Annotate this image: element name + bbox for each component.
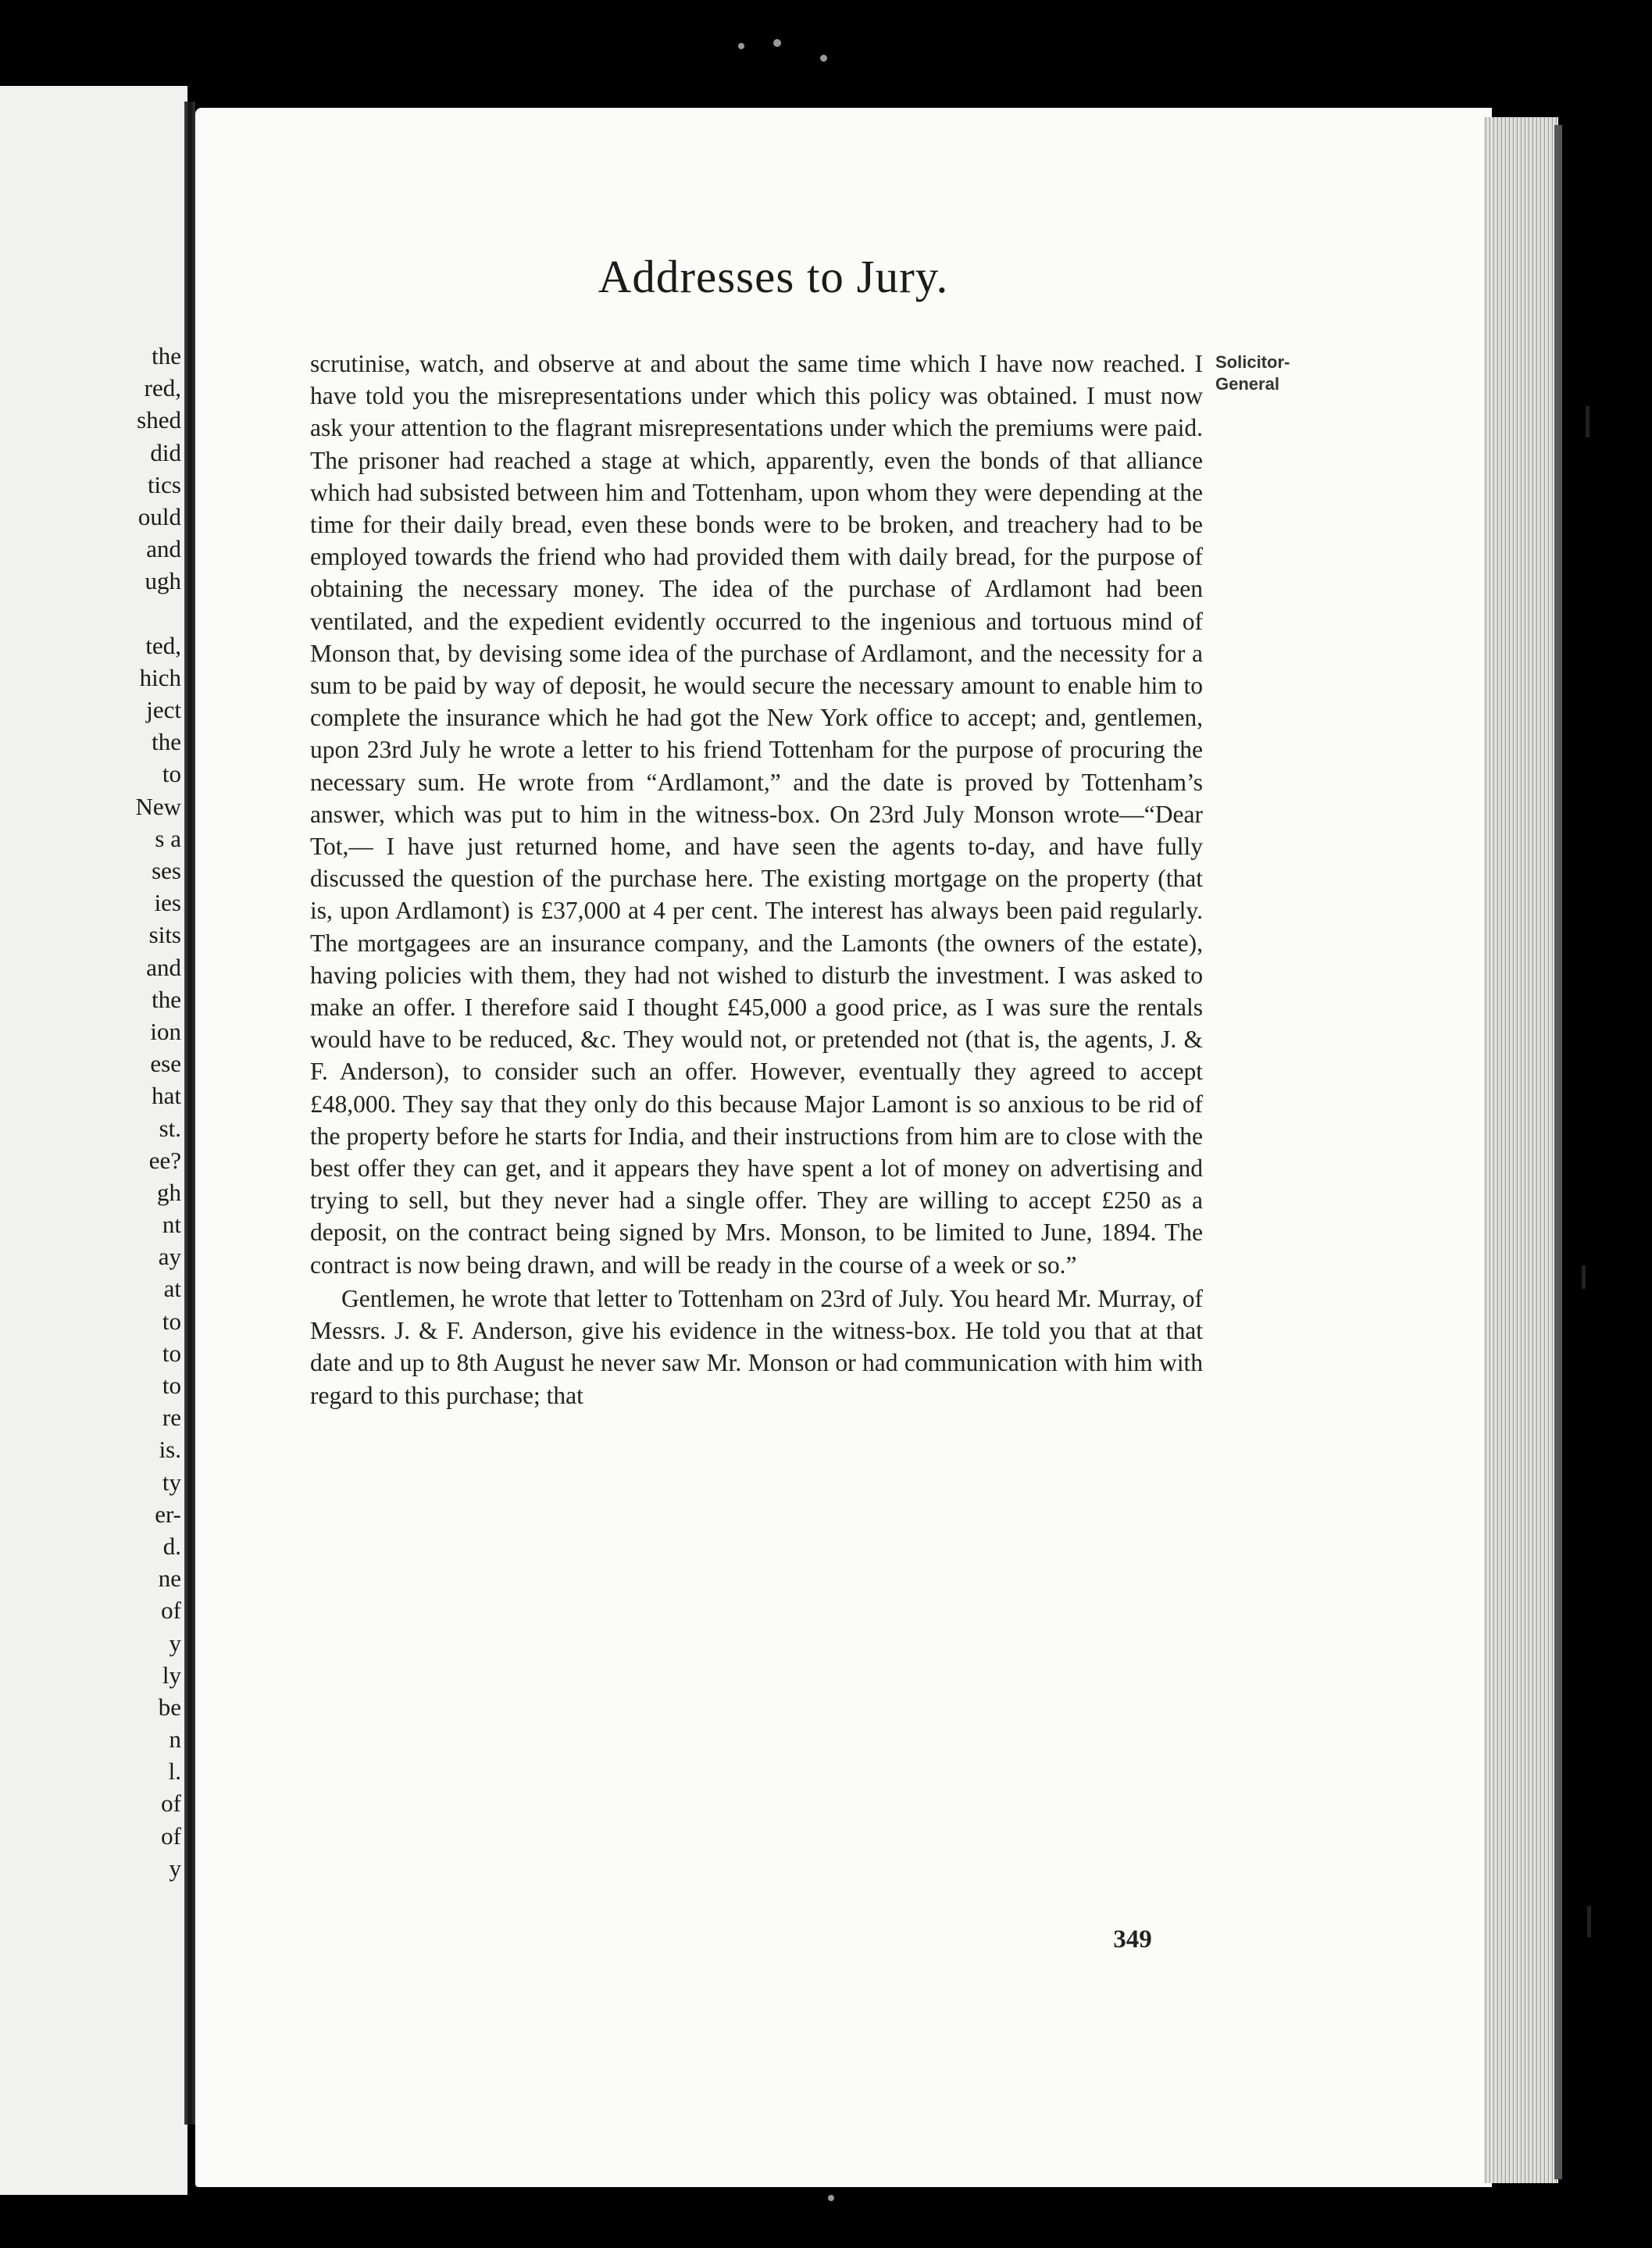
paragraph: Gentlemen, he wrote that letter to Tottenham on 23rd of July. You heard Mr. Murray, of Messrs. J. & F. Anderson, give his evidence in the witness-box. He told you that at that date and up to 8th August he never saw Mr. Monson or had communication with him with regard to this purchase; that xyxy=(310,1284,1203,1409)
facing-page-fragment: s a xyxy=(155,824,181,852)
facing-page-fragment: ay xyxy=(158,1243,181,1271)
facing-page-fragment: at xyxy=(163,1275,181,1303)
book-gutter xyxy=(184,102,195,2125)
facing-page-fragment: be xyxy=(158,1693,181,1721)
facing-page-fragment: red, xyxy=(144,374,181,402)
page-edges xyxy=(1484,117,1558,2183)
facing-page-fragment: d. xyxy=(162,1532,181,1560)
facing-page-fragment: the xyxy=(152,342,181,369)
facing-page-fragment: of xyxy=(161,1789,181,1818)
page-number: 349 xyxy=(1113,1925,1152,1954)
facing-page-fragment: ugh xyxy=(145,567,181,595)
facing-page-fragment: sits xyxy=(148,921,181,949)
facing-page-fragment: of xyxy=(161,1822,181,1850)
facing-page-fragment: ly xyxy=(162,1661,181,1689)
facing-page-fragment: ses xyxy=(152,857,181,884)
facing-page-fragment: hich xyxy=(139,663,181,691)
facing-page-fragment: ee? xyxy=(148,1146,181,1174)
facing-page-fragment: to xyxy=(162,760,181,788)
facing-page-fragment: to xyxy=(162,1307,181,1335)
margin-note xyxy=(1215,351,1309,395)
facing-page-fragment: gh xyxy=(157,1178,181,1206)
facing-page-fragment: ion xyxy=(150,1017,181,1045)
facing-page-fragment: ject xyxy=(146,696,181,724)
page-edges-shadow xyxy=(1554,125,1562,2179)
facing-page-fragment: did xyxy=(150,438,181,466)
facing-page-fragment: ies xyxy=(154,889,181,917)
margin-note-line: General xyxy=(1215,374,1279,394)
facing-page-fragment: New xyxy=(135,792,181,820)
facing-page-fragment: nt xyxy=(162,1211,181,1239)
facing-page-fragment: y xyxy=(169,1629,181,1657)
facing-page-text xyxy=(135,340,181,1884)
facing-page-fragment: the xyxy=(152,985,181,1013)
edge-mark xyxy=(1586,406,1590,437)
facing-page-fragment: l. xyxy=(168,1757,181,1786)
facing-page-fragment xyxy=(135,598,181,630)
facing-page xyxy=(0,86,187,2195)
facing-page-fragment: and xyxy=(146,953,181,981)
facing-page-fragment: er- xyxy=(155,1500,181,1528)
running-title: Addresses to Jury. xyxy=(598,251,949,302)
edge-mark xyxy=(1587,1906,1591,1937)
facing-page-fragment: the xyxy=(152,728,181,756)
scan-speck xyxy=(738,43,744,49)
facing-page-fragment: of xyxy=(161,1597,181,1625)
facing-page-fragment: is. xyxy=(159,1436,181,1464)
scan-speck xyxy=(773,39,781,47)
margin-note-line: Solicitor- xyxy=(1215,352,1290,372)
facing-page-fragment: ty xyxy=(162,1468,181,1496)
facing-page-fragment: and xyxy=(146,535,181,563)
facing-page-fragment: to xyxy=(162,1372,181,1399)
facing-page-fragment: hat xyxy=(152,1082,181,1110)
facing-page-fragment: ese xyxy=(150,1050,181,1078)
facing-page-fragment: ne xyxy=(158,1565,181,1593)
edge-mark xyxy=(1582,1265,1586,1289)
scan-speck xyxy=(828,2195,834,2201)
facing-page-fragment: to xyxy=(162,1339,181,1367)
facing-page-fragment: ted, xyxy=(145,631,181,659)
body-text xyxy=(310,348,1203,1411)
facing-page-fragment: tics xyxy=(147,470,181,498)
facing-page-fragment: re xyxy=(162,1404,181,1432)
paragraph: scrutinise, watch, and observe at and about the same time which I have now reached. I have told you the misrepresentations under which this policy was obtained. I must now ask your attention to the flagrant misrepresentations under which the premiums were paid. The prisoner had reached a stage at which, apparently, even the bonds of that alliance which had subsisted between him and Tottenham, upon whom they were depending at the time for their daily bread, even these bonds were to be broken, and treachery had to be employed towards the friend who had provided them with daily bread, for the purpose of obtaining the necessary money. The idea of the purchase of Ardlamont had been ventilated, and the expedient evidently occurred to the ingenious and tortuous mind of Monson that, by devising some idea of the purchase of Ardlamont, and the necessity for a sum to be paid by way of deposit, he would secure the necessary amount to enable him to complete the insurance which he had got the New York office to accept; and, gentlemen, upon 23rd July he wrote a letter to his friend Tottenham for the purpose of procuring the necessary sum. He wrote from “Ardlamont,” and the date is proved by Tottenham’s answer, which was put to him in the witness-box. On 23rd July Monson wrote—“Dear Tot,— I have just returned home, and have seen the agents to-day, and have fully discussed the question of the purchase here. The existing mortgage on the property (that is, upon Ardlamont) is £37,000 at 4 per cent. The interest has always been paid regularly. The mortgagees are an insurance company, and the Lamonts (the owners of the estate), having policies with them, they had not wished to disturb the investment. I was asked to make an offer. I therefore said I thought £45,000 a good price, as I was sure the rentals would have to be reduced, &c. They would not, or pretended not (that is, the agents, J. & F. Anderson), to consider such an offer. However, eventually they agreed to accept £48,000. They say that they only do this because Major Lamont is so anxious to be rid of the property before he starts for India, and their instructions from him are to close with the best offer they can get, and it appears they have spent a lot of money on advertising and trying to sell, but they never had a single offer. They are willing to accept £250 as a deposit, on the contract being signed by Mrs. Monson, to be limited to June, 1894. The contract is now being drawn, and will be ready in the course of a week or so.” xyxy=(310,350,1203,1279)
facing-page-fragment: shed xyxy=(137,406,181,434)
scan-speck xyxy=(820,55,827,62)
facing-page-fragment: ould xyxy=(137,502,181,530)
facing-page-fragment: st. xyxy=(159,1114,181,1142)
facing-page-fragment: y xyxy=(169,1854,181,1882)
facing-page-fragment: n xyxy=(169,1725,181,1754)
